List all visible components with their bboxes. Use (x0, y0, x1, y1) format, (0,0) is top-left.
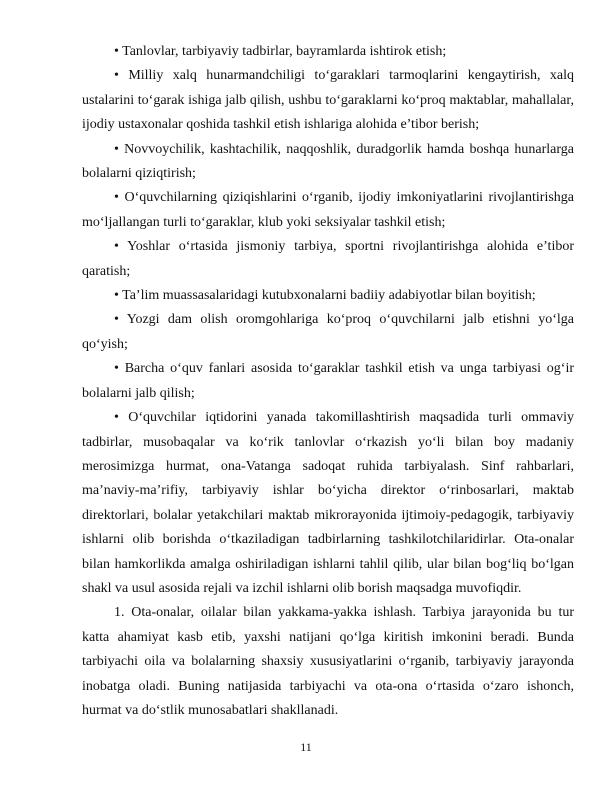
paragraph-bullet-contests: • Tanlovlar, tarbiyaviy tadbirlar, bayramlarda ishtirok etish; (114, 44, 447, 59)
paragraph-bullet-subject-clubs: • Barcha o‘quv fanlari asosida to‘garaklar tashkil etish va unga tarbiyasi og‘ir bolalarni jalb qilish; (82, 361, 574, 401)
paragraph-bullet-summer-camps: • Yozgi dam olish oromgohlariga ko‘proq o‘quvchilarni jalb etishni yo‘lga qo‘yish; (82, 312, 574, 352)
paragraph-bullet-interest-clubs: • O‘quvchilarning qiziqishlarini o‘rganib, ijodiy imkoniyatlarini rivojlantirishga mo‘ljallangan turli to‘garaklar, klub yoki seksiyalar tashkil etish; (82, 190, 574, 230)
paragraph-bullet-crafts-clubs: • Milliy xalq hunarmandchiligi to‘garaklari tarmoqlarini kengaytirish, xalq ustalarini to‘garak ishiga jalb qilish, ushbu to‘garaklarni ko‘proq maktablar, mahallalar, ijodiy ustaxonalar qoshida tashkil etish ishlariga alohida e’tibor berish; (82, 68, 574, 133)
document-page (82, 40, 574, 723)
paragraph-bullet-trades: • Novvoychilik, kashtachilik, naqqoshlik, duradgorlik hamda boshqa hunarlarga bolalarni qiziqtirish; (82, 141, 574, 182)
paragraph-numbered-parents: 1. Ota-onalar, oilalar bilan yakkama-yakka ishlash. Tarbiya jarayonida bu tur katta ahamiyat kasb etib, yaxshi natijani qo‘lga kiritish imkonini beradi. Bunda tarbiyachi oila va bolalarning shaxsiy xususiyatlarini o‘rganib, tarbiyaviy jarayonda inobatga oladi. Buning natijasida tarbiyachi va ota-ona o‘rtasida o‘zaro ishonch, hurmat va do‘stlik munosabatlari shakllanadi. (82, 605, 574, 718)
paragraph-bullet-talent-events: • O‘quvchilar iqtidorini yanada takomillashtirish maqsadida turli ommaviy tadbirlar, musobaqalar va ko‘rik tanlovlar o‘rkazish yo‘li bilan boy madaniy merosimizga hurmat, ona-Vatanga sadoqat ruhida tarbiyalash. Sinf rahbarlari, ma’naviy-ma’rifiy, tarbiyaviy ishlar bo‘yicha direktor o‘rinbosarlari, maktab direktorlari, bolalar yetakchilari maktab mikrorayonida ijtimoiy-pedagogik, tarbiyaviy ishlarni olib borishda o‘tkaziladigan tadbirlarning tashkilotchilaridirlar. Ota-onalar bilan hamkorlikda amalga oshiriladigan ishlarni tahlil qilib, ular bilan bog‘liq bo‘lgan shakl va usul asosida rejali va izchil ishlarni olib borish maqsadga muvofiqdir. (82, 410, 574, 596)
paragraph-bullet-libraries: • Ta’lim muassasalaridagi kutubxonalarni badiiy adabiyotlar bilan boyitish; (114, 288, 536, 304)
paragraph-bullet-sports: • Yoshlar o‘rtasida jismoniy tarbiya, sportni rivojlantirishga alohida e’tibor qaratish; (82, 239, 574, 279)
page-number: 11 (300, 740, 312, 754)
